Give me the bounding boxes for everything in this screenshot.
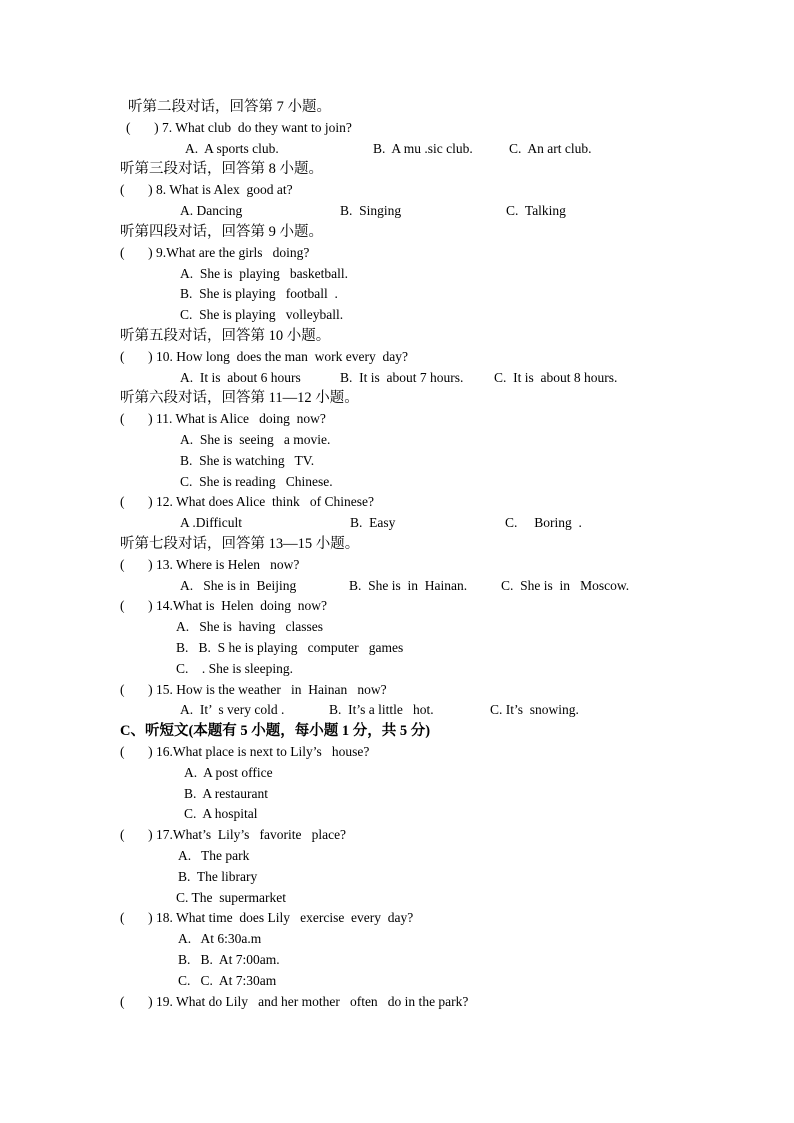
question-stem: ( ) 15. How is the weather in Hainan now? [120, 682, 387, 697]
question-option: B. A restaurant [184, 786, 268, 801]
question-stem: ( ) 18. What time does Lily exercise every day? [120, 910, 414, 925]
question-stem: ( ) 12. What does Alice think of Chinese? [120, 494, 374, 509]
question-option: A. A post office [184, 765, 273, 780]
question-option: C. A hospital [184, 806, 258, 821]
question-option: C. It’s snowing. [490, 702, 579, 717]
question-stem: ( ) 13. Where is Helen now? [120, 557, 300, 572]
question-option: A. She is in Beijing [180, 578, 297, 593]
question-option: A. It is about 6 hours [180, 370, 301, 385]
question-option: B. B. At 7:00am. [178, 952, 280, 967]
question-option: A. At 6:30a.m [178, 931, 262, 946]
question-option: C. An art club. [509, 141, 592, 156]
section-heading: 听第五段对话，回答第 10 小题。 [120, 328, 331, 344]
question-option: C. C. At 7:30am [178, 973, 277, 988]
question-option: B. She is in Hainan. [349, 578, 468, 593]
question-stem: ( ) 19. What do Lily and her mother often do in the park? [120, 994, 469, 1009]
question-option: C. Boring . [505, 515, 582, 530]
question-stem: ( ) 14.What is Helen doing now? [120, 598, 327, 613]
question-stem: ( ) 10. How long does the man work every day? [120, 349, 408, 364]
section-heading: 听第二段对话，回答第 7 小题。 [128, 99, 331, 115]
question-option: A. It’ s very cold . [180, 702, 285, 717]
question-option: A. She is playing basketball. [180, 266, 348, 281]
question-option: B. It’s a little hot. [329, 702, 434, 717]
question-stem: ( ) 7. What club do they want to join? [126, 120, 352, 135]
question-option: C. The supermarket [176, 890, 286, 905]
question-stem: ( ) 9.What are the girls doing? [120, 245, 310, 260]
question-option: A. A sports club. [185, 141, 279, 156]
section-heading: C、听短文(本题有 5 小题，每小题 1 分，共 5 分) [120, 723, 431, 739]
question-option: B. B. S he is playing computer games [176, 640, 404, 655]
question-option: B. It is about 7 hours. [340, 370, 464, 385]
question-stem: ( ) 8. What is Alex good at? [120, 182, 293, 197]
question-stem: ( ) 17.What’s Lily’s favorite place? [120, 827, 347, 842]
section-heading: 听第七段对话，回答第 13—15 小题。 [120, 536, 360, 552]
question-option: B. She is watching TV. [180, 453, 315, 468]
question-option: B. Singing [340, 203, 402, 218]
question-option: A. Dancing [180, 203, 243, 218]
question-stem: ( ) 11. What is Alice doing now? [120, 411, 326, 426]
question-option: C. It is about 8 hours. [494, 370, 618, 385]
section-heading: 听第六段对话，回答第 11—12 小题。 [120, 390, 359, 406]
question-option: C. Talking [506, 203, 566, 218]
question-option: A. She is having classes [176, 619, 323, 634]
question-option: C. She is in Moscow. [501, 578, 630, 593]
question-option: A .Difficult [180, 515, 242, 530]
question-stem: ( ) 16.What place is next to Lily’s house? [120, 744, 370, 759]
question-option: A. The park [178, 848, 250, 863]
section-heading: 听第四段对话，回答第 9 小题。 [120, 224, 323, 240]
question-option: C. She is reading Chinese. [180, 474, 333, 489]
question-option: B. Easy [350, 515, 396, 530]
section-heading: 听第三段对话，回答第 8 小题。 [120, 161, 323, 177]
question-option: C. . She is sleeping. [176, 661, 293, 676]
question-option: B. She is playing football . [180, 286, 338, 301]
question-option: B. A mu .sic club. [373, 141, 473, 156]
question-option: A. She is seeing a movie. [180, 432, 331, 447]
question-option: B. The library [178, 869, 258, 884]
question-option: C. She is playing volleyball. [180, 307, 344, 322]
